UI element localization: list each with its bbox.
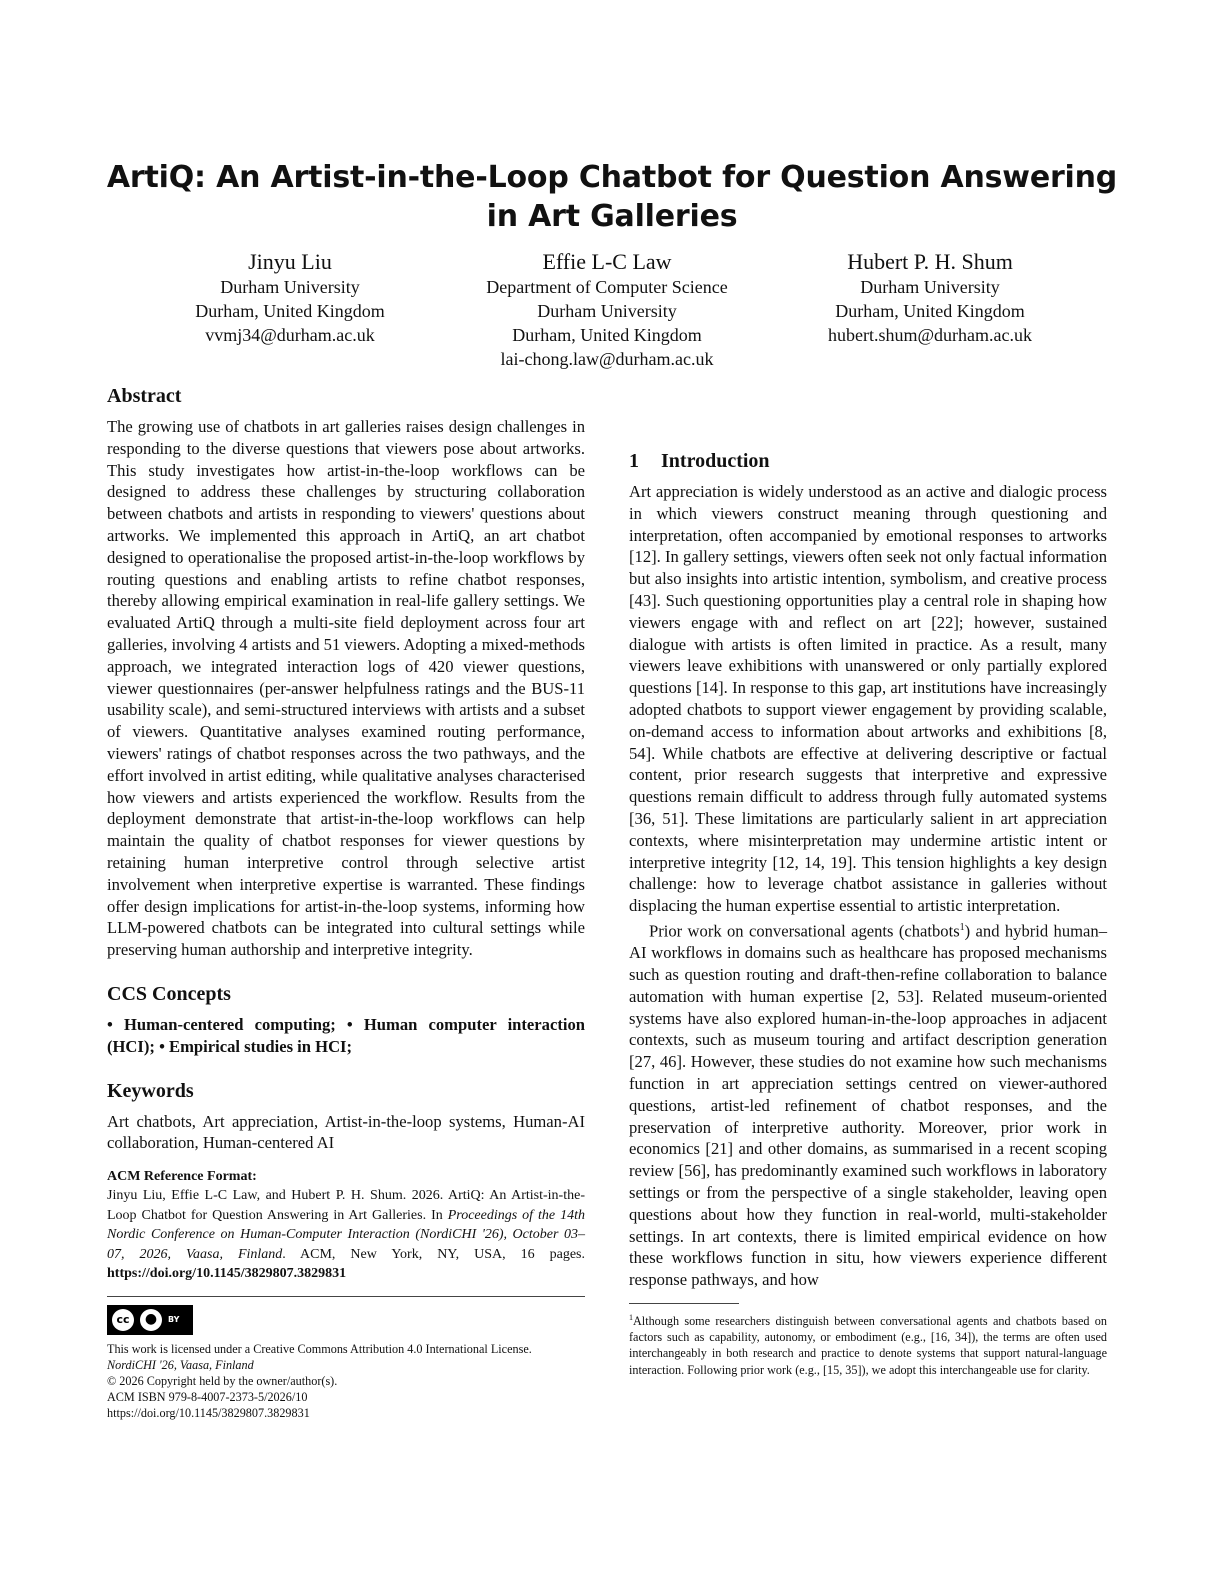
author-block-2 [442, 249, 772, 371]
author-block-3 [780, 249, 1080, 347]
license-divider [107, 1296, 585, 1297]
section-title: Introduction [661, 450, 770, 472]
section-number: 1 [629, 450, 639, 472]
ccs-text: • Human-centered computing; • Human computer interaction (HCI); • Empirical studies in HCI; [107, 1014, 585, 1056]
ccs-heading: CCS Concepts [107, 982, 231, 1005]
by-label: BY [168, 1314, 180, 1324]
paper-title: ArtiQ: An Artist-in-the-Loop Chatbot for Question Answering in Art Galleries [106, 160, 1118, 234]
author-block-1 [140, 249, 440, 347]
reference-authors: Jinyu Liu, Effie L-C Law, and Hubert P. H. Shum. 2026. ArtiQ: An Artist-in-the-Loop Chatbot for Question Answering in Art Galleries. In [107, 1188, 585, 1223]
license-doi-link[interactable]: https://doi.org/10.1145/3829807.3829831 [107, 1406, 310, 1421]
author-email: lai-chong.law@durham.ac.uk [500, 349, 714, 369]
reference-format-text [107, 1186, 585, 1284]
author-department: Department of Computer Science [486, 277, 728, 297]
reference-doi-link[interactable]: https://doi.org/10.1145/3829807.3829831 [107, 1266, 347, 1282]
license-venue: NordiCHI '26, Vaasa, Finland [107, 1357, 254, 1372]
author-affiliation: Durham University [220, 277, 360, 297]
footnote [629, 1310, 1107, 1378]
footnote-marker[interactable]: 1 [959, 921, 965, 933]
license-copyright: © 2026 Copyright held by the owner/author(s). [107, 1374, 338, 1389]
intro-p2-rest: ) and hybrid human–AI workflows in domains such as healthcare has proposed mechanisms such as question routing and draft-then-refine collaboration to balance automation with human expertise [2, 53]. Related museum-oriented systems have also explored human-in-the-loop approaches in adjacent contexts, such as museum touring and artifact description generation [27, 46]. However, these studies do not examine how such mechanisms function in art appreciation settings centred on viewer-authored questions, artist-led refinement of chatbot responses, and the preservation of interpretive authority. Moreover, prior work in economics [21] and other domains, as summarised in a recent scoping review [56], has predominantly examined such workflows in laboratory settings or from the perspective of a single stakeholder, leaving open questions about how they function in real-world, multi-stakeholder settings. In art contexts, there is limited empirical evidence on how these workflows function in situ, how viewers experience different response pathways, and how [629, 921, 1107, 1290]
footnote-text: Although some researchers distinguish between conversational agents and chatbots based on factors such as capability, autonomy, or embodiment (e.g., [16, 34]), the terms are often used interchangeably in both research and practice to denote systems that support natural-language interaction. Following prior work (e.g., [15, 35]), we adopt this interchangeable use for clarity. [629, 1314, 1107, 1377]
intro-p2-start: Prior work on conversational agents (chatbots [649, 921, 960, 941]
author-affiliation: Durham University [860, 277, 1000, 297]
author-name: Jinyu Liu [248, 249, 332, 274]
author-name: Effie L-C Law [542, 249, 672, 274]
cc-icon: cc [112, 1309, 134, 1331]
reference-continuation-spacer [629, 385, 1107, 429]
author-location: Durham, United Kingdom [512, 325, 702, 345]
person-icon: ● [140, 1309, 162, 1331]
intro-paragraph-1: Art appreciation is widely understood as an active and dialogic process in which viewers construct meaning through questioning and interpretation, often accompanied by emotional responses to artworks [12]. In gallery settings, viewers often seek not only factual information but also insights into artistic intention, symbolism, and creative process [43]. Such questioning opportunities play a central role in shaping how viewers engage with and reflect on art [22]; however, sustained dialogue with artists is often limited in practice. As a result, many viewers leave exhibitions with unanswered or only partially explored questions [14]. In response to this gap, art institutions have increasingly adopted chatbots to support viewer engagement by providing scalable, on-demand access to information about artworks and exhibitions [8, 54]. While chatbots are effective at delivering descriptive or factual content, prior research suggests that interpretive and expressive questions remain difficult to address through fully automated systems [36, 51]. These limitations are particularly salient in art appreciation contexts, where misinterpretation may undermine artistic intent or interpretive integrity [12, 14, 19]. This tension highlights a key design challenge: how to leverage chatbot assistance in galleries without displacing the human expertise essential to artistic interpretation. [629, 482, 1107, 916]
right-column [629, 385, 1107, 1378]
footnote-divider [629, 1303, 739, 1304]
author-location: Durham, United Kingdom [835, 301, 1025, 321]
intro-paragraph-2 [629, 917, 1107, 1291]
keywords-text: Art chatbots, Art appreciation, Artist-in-the-loop systems, Human-AI collaboration, Human-centered AI [107, 1111, 585, 1153]
license-line: This work is licensed under a Creative Commons Attribution 4.0 International License. [107, 1341, 532, 1356]
license-isbn: ACM ISBN 979-8-4007-2373-5/2026/10 [107, 1390, 308, 1405]
author-name: Hubert P. H. Shum [847, 249, 1013, 274]
author-affiliation: Durham University [537, 301, 677, 321]
reference-rest: . ACM, New York, NY, USA, 16 pages. [282, 1246, 585, 1262]
footnote-mark: 1 [629, 1313, 633, 1323]
intro-heading [629, 448, 1107, 474]
author-email: vvmj34@durham.ac.uk [205, 325, 375, 345]
cc-by-badge [107, 1305, 193, 1335]
author-email: hubert.shum@durham.ac.uk [827, 325, 1033, 345]
left-column [107, 383, 585, 1422]
abstract-text: The growing use of chatbots in art galleries raises design challenges in responding to the diverse questions that viewers pose about artworks. This study investigates how artist-in-the-loop workflows can be designed to address these challenges by structuring collaboration between chatbots and artists in responding to viewers' questions about artworks. We implemented this approach in ArtiQ, an art chatbot designed to operationalise the proposed artist-in-the-loop workflows by routing questions and enabling artists to refine chatbot responses, thereby allowing empirical examination in real-life gallery settings. We evaluated ArtiQ through a multi-site field deployment across four art galleries, involving 4 artists and 51 viewers. Adopting a mixed-methods approach, we integrated interaction logs of 420 viewer questions, viewer questionnaires (per-answer helpfulness ratings and the BUS-11 usability scale), and semi-structured interviews with artists and a subset of viewers. Quantitative analyses examined routing performance, viewers' ratings of chatbot responses across the two pathways, and the effort involved in artist editing, while qualitative analyses characterised how viewers and artists experienced the workflow. Results from the deployment demonstrate that artist-in-the-loop workflows can help maintain the quality of chatbot responses for viewer questions by retaining human interpretive control through selective artist involvement when interpretive expertise is warranted. These findings offer design implications for artist-in-the-loop systems, informing how LLM-powered chatbots can be integrated into cultural settings while preserving human authorship and interpretive integrity. [107, 417, 585, 960]
author-location: Durham, United Kingdom [195, 301, 385, 321]
reference-venue: Proceedings of the 14th Nordic Conference on Human-Computer Interaction (NordiCHI '26), October 03–07, 2026, Vaasa, Finland [107, 1207, 585, 1262]
keywords-heading: Keywords [107, 1079, 194, 1102]
license-block [107, 1341, 585, 1422]
reference-format-heading: ACM Reference Format: [107, 1169, 257, 1185]
abstract-heading: Abstract [107, 385, 182, 407]
